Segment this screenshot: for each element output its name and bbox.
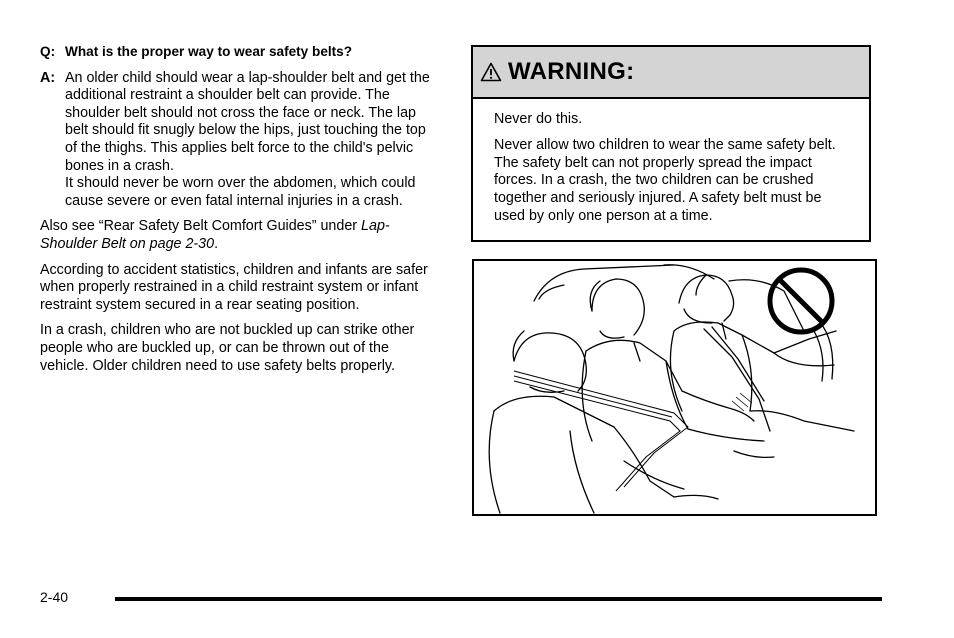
also-see-paragraph <box>40 218 440 253</box>
crash-paragraph: In a crash, children who are not buckled up can strike other people who are buckled up, or can be thrown out of the vehicle. Older children need to use safety belts properly. <box>40 322 415 374</box>
question-label: Q: <box>40 44 56 59</box>
warning-title: WARNING: <box>508 58 635 85</box>
main-text-column <box>40 43 440 375</box>
warning-body <box>473 99 869 226</box>
answer-label: A: <box>40 69 56 86</box>
statistics-paragraph: According to accident statistics, children and infants are safer when properly restrained in a child restraint system or infant restraint system secured in a rear seating position. <box>40 261 428 313</box>
answer <box>40 70 440 211</box>
also-see-reference-link[interactable]: Lap-Shoulder Belt on page 2-30 <box>40 218 390 252</box>
question <box>40 43 440 61</box>
warning-text-1: Never do this. <box>494 111 583 127</box>
question-text: What is the proper way to wear safety belts? <box>65 44 353 59</box>
warning-triangle-icon <box>480 62 502 82</box>
children-sharing-belt-illustration <box>474 261 875 514</box>
also-see-prefix: Also see “Rear Safety Belt Comfort Guides” under <box>40 218 358 235</box>
warning-text-2: Never allow two children to wear the same safety belt. The safety belt can not properly spread the impact forces. In a crash, the two children can be crushed together and seriously injured. A safety belt must be used by only one person at a time. <box>494 136 836 224</box>
page-number: 2-40 <box>40 589 69 605</box>
answer-text-2: It should never be worn over the abdomen, which could cause severe or even fatal internal injuries in a crash. <box>65 175 416 209</box>
footer-rule <box>115 597 882 601</box>
warning-header <box>473 47 869 99</box>
answer-text-1: An older child should wear a lap-shoulder belt and get the additional restraint a shoulder belt can provide. The shoulder belt should not cross the face or neck. The lap belt should fit snugly below the hips, just touching the top of the thighs. This applies belt force to the child's pelvic bones in a crash. <box>65 69 430 174</box>
also-see-suffix: . <box>214 235 219 252</box>
illustration-box <box>472 259 877 516</box>
prohibition-icon <box>770 270 832 332</box>
warning-box <box>471 45 871 242</box>
